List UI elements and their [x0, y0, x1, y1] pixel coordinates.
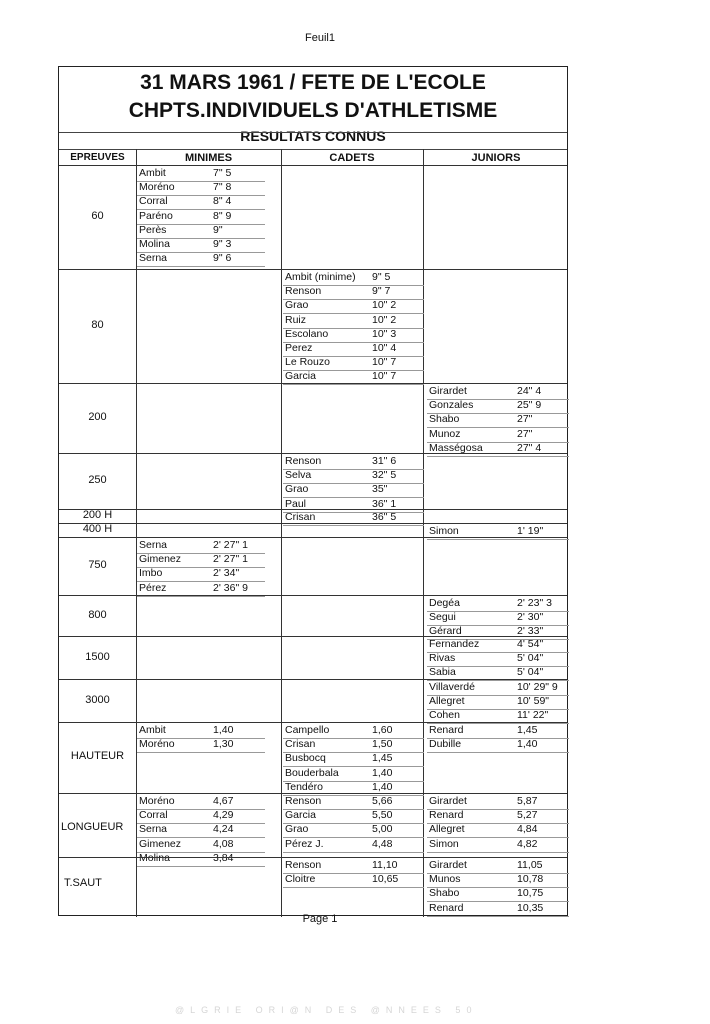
cadets-result-entry: [285, 752, 420, 766]
watermark: @LGRIE ORI@N DES @NNEES 50: [175, 1005, 478, 1015]
event-label: 250: [88, 474, 107, 486]
juniors-result-entry: [429, 428, 565, 442]
athlete-name: Cloitre: [285, 873, 316, 886]
athlete-name: Perez: [285, 342, 313, 354]
cadets-result-entry: [285, 738, 420, 752]
athlete-name: Tendéro: [285, 780, 323, 793]
juniors-result-entry: [429, 695, 565, 709]
header-events: EPREUVES: [70, 152, 125, 163]
result-value: 4,67: [213, 795, 234, 807]
juniors-result-entry: [429, 724, 565, 738]
athlete-name: Campello: [285, 724, 330, 736]
event-label: 200 H: [82, 509, 113, 521]
result-value: 5,27: [517, 809, 538, 822]
athlete-name: Grao: [285, 299, 309, 312]
athlete-name: Molina: [139, 851, 170, 864]
event-label: LONGUEUR: [61, 821, 124, 833]
athlete-name: Perès: [139, 223, 167, 236]
result-value: 8" 9: [213, 209, 232, 222]
athlete-name: Munoz: [429, 427, 461, 440]
minimes-result-entry: [139, 795, 261, 809]
minimes-result-entry: [139, 238, 261, 252]
result-value: 5' 04": [517, 652, 544, 665]
athlete-name: Renson: [285, 859, 322, 871]
athlete-name: Serna: [139, 252, 168, 265]
event-row-divider: [59, 793, 567, 794]
event-row-divider: [59, 679, 567, 680]
result-value: 10,75: [517, 887, 544, 900]
divider: [59, 132, 567, 133]
cadets-result-entry: [285, 809, 420, 823]
event-label: 400 H: [82, 523, 113, 535]
event-row-divider: [59, 857, 567, 858]
result-value: 1,50: [372, 738, 393, 751]
athlete-name: Simon: [429, 837, 459, 850]
event-row-divider: [59, 453, 567, 454]
minimes-result-entry: [139, 181, 261, 195]
result-value: 27": [517, 413, 533, 426]
result-value: 5' 04": [517, 666, 544, 679]
minimes-result-entry: [139, 809, 261, 823]
juniors-result-entry: [429, 809, 565, 823]
result-value: 10' 59": [517, 695, 550, 708]
athlete-name: Gérard: [429, 625, 462, 638]
athlete-name: Villaverdé: [429, 681, 475, 693]
event-label: 60: [91, 210, 104, 222]
cadets-result-entry: [285, 483, 420, 497]
athlete-name: Grao: [285, 483, 309, 496]
result-value: 1,40: [372, 780, 393, 793]
result-value: 1,40: [517, 738, 538, 751]
minimes-result-entry: [139, 167, 261, 181]
cadets-result-entry: [285, 455, 420, 469]
column-divider: [136, 149, 137, 917]
result-value: 10" 2: [372, 313, 397, 326]
athlete-name: Ambit: [139, 167, 166, 179]
juniors-result-entry: [429, 838, 565, 852]
athlete-name: Munos: [429, 873, 461, 886]
athlete-name: Gonzales: [429, 399, 474, 412]
athlete-name: Degéa: [429, 597, 460, 609]
minimes-result-entry: [139, 252, 261, 266]
result-value: 4,84: [517, 823, 538, 836]
athlete-name: Renson: [285, 795, 322, 807]
event-label: 750: [88, 559, 107, 571]
result-value: 1,45: [517, 724, 538, 736]
cadets-result-entry: [285, 314, 420, 328]
athlete-name: Bouderbala: [285, 766, 339, 779]
juniors-result-entry: [429, 611, 565, 625]
result-value: 5,50: [372, 809, 393, 822]
event-row-divider: [59, 383, 567, 384]
athlete-name: Fernandez: [429, 638, 480, 650]
athlete-name: Girardet: [429, 385, 467, 397]
cadets-result-entry: [285, 859, 420, 873]
athlete-name: Girardet: [429, 795, 467, 807]
juniors-result-entry: [429, 887, 565, 901]
athlete-name: Cohen: [429, 709, 460, 722]
athlete-name: Moréno: [139, 181, 175, 194]
cadets-result-entry: [285, 767, 420, 781]
athlete-name: Girardet: [429, 859, 467, 871]
athlete-name: Masségosa: [429, 441, 483, 454]
cadets-result-entry: [285, 299, 420, 313]
juniors-result-entry: [429, 652, 565, 666]
sheet-name: Feuil1: [305, 32, 335, 44]
result-value: 10,78: [517, 873, 544, 886]
cadets-result-entry: [285, 795, 420, 809]
result-value: 27": [517, 427, 533, 440]
subtitle: RESULTATS CONNUS: [240, 128, 386, 144]
result-value: 5,00: [372, 823, 393, 836]
athlete-name: Pérez J.: [285, 837, 324, 850]
juniors-result-entry: [429, 597, 565, 611]
juniors-result-entry: [429, 823, 565, 837]
cadets-result-entry: [285, 469, 420, 483]
minimes-result-entry: [139, 553, 261, 567]
cadets-result-entry: [285, 356, 420, 370]
result-value: 2' 23" 3: [517, 597, 552, 609]
result-value: 1,40: [372, 766, 393, 779]
cadets-result-entry: [285, 873, 420, 887]
athlete-name: Renard: [429, 724, 464, 736]
minimes-result-entry: [139, 210, 261, 224]
minimes-result-entry: [139, 823, 261, 837]
result-value: 4,29: [213, 809, 234, 822]
juniors-result-entry: [429, 385, 565, 399]
athlete-name: Moréno: [139, 738, 175, 751]
event-row-divider: [59, 636, 567, 637]
result-value: 10" 2: [372, 299, 397, 312]
result-value: 2' 36" 9: [213, 581, 248, 594]
athlete-name: Renson: [285, 455, 322, 467]
result-value: 10,65: [372, 873, 399, 886]
result-value: 2' 34": [213, 567, 240, 580]
event-row-divider: [59, 537, 567, 538]
result-value: 2' 33": [517, 625, 544, 638]
athlete-name: Shabo: [429, 413, 460, 426]
minimes-result-entry: [139, 724, 261, 738]
column-divider: [281, 149, 282, 917]
cadets-result-entry: [285, 724, 420, 738]
result-value: 4' 54": [517, 638, 544, 650]
result-value: 9": [213, 223, 223, 236]
result-value: 31" 6: [372, 455, 397, 467]
athlete-name: Renard: [429, 809, 464, 822]
athlete-name: Corral: [139, 809, 168, 822]
athlete-name: Allegret: [429, 695, 465, 708]
athlete-name: Garcia: [285, 809, 316, 822]
result-value: 2' 30": [517, 611, 544, 624]
result-value: 4,82: [517, 837, 538, 850]
athlete-name: Le Rouzo: [285, 356, 330, 369]
event-label: 1500: [85, 650, 110, 663]
result-value: 4,48: [372, 837, 393, 850]
page-footer: Page 1: [302, 913, 338, 925]
result-value: 4,24: [213, 823, 234, 836]
minimes-result-entry: [139, 738, 261, 752]
result-value: 10,35: [517, 901, 544, 914]
cadets-result-entry: [285, 342, 420, 356]
minimes-result-entry: [139, 224, 261, 238]
event-row-divider: [59, 269, 567, 270]
athlete-name: Busbocq: [285, 752, 326, 765]
athlete-name: Crisan: [285, 511, 316, 523]
athlete-name: Moréno: [139, 795, 175, 807]
event-label: 800: [88, 608, 107, 621]
athlete-name: Grao: [285, 823, 309, 836]
result-value: 7" 8: [213, 181, 232, 194]
event-row-divider: [59, 722, 567, 723]
juniors-result-entry: [429, 795, 565, 809]
result-value: 32" 5: [372, 469, 397, 482]
result-value: 10' 29" 9: [517, 681, 558, 693]
athlete-name: Ambit: [139, 724, 166, 736]
column-divider: [423, 149, 424, 917]
title-line-2: CHPTS.INDIVIDUELS D'ATHLETISME: [128, 99, 498, 122]
result-value: 9" 7: [372, 285, 391, 298]
athlete-name: Paréno: [139, 209, 173, 222]
result-value: 10" 7: [372, 370, 397, 383]
result-value: 2' 27" 1: [213, 539, 248, 551]
minimes-result-entry: [139, 195, 261, 209]
minimes-result-entry: [139, 582, 261, 596]
result-value: 10" 4: [372, 342, 397, 354]
result-value: 24" 4: [517, 385, 542, 397]
event-label: 80: [91, 319, 104, 331]
result-value: 3,84: [213, 851, 234, 864]
results-sheet: [58, 66, 568, 916]
athlete-name: Garcia: [285, 370, 316, 383]
athlete-name: Selva: [285, 469, 312, 482]
juniors-result-entry: [429, 873, 565, 887]
athlete-name: Simon: [429, 525, 459, 537]
title-line-1: 31 MARS 1961 / FETE DE L'ECOLE: [140, 71, 486, 94]
event-label: HAUTEUR: [70, 750, 125, 762]
header-minimes: MINIMES: [184, 152, 233, 164]
result-value: 5,87: [517, 795, 538, 807]
athlete-name: Segui: [429, 611, 456, 624]
athlete-name: Crisan: [285, 738, 316, 751]
header-cadets: CADETS: [329, 152, 375, 164]
result-value: 1,40: [213, 724, 234, 736]
cadets-result-entry: [285, 285, 420, 299]
athlete-name: Gimenez: [139, 553, 182, 566]
result-value: 35": [372, 483, 388, 496]
result-value: 5,66: [372, 795, 393, 807]
result-value: 36" 5: [372, 511, 397, 523]
result-value: 1,30: [213, 738, 234, 751]
result-value: 4,08: [213, 837, 234, 850]
result-value: 11' 22": [517, 709, 549, 722]
cadets-result-entry: [285, 328, 420, 342]
result-value: 9" 6: [213, 252, 232, 265]
juniors-result-entry: [429, 681, 565, 695]
cadets-result-entry: [285, 823, 420, 837]
athlete-name: Imbo: [139, 567, 163, 580]
athlete-name: Gimenez: [139, 837, 182, 850]
result-value: 11,10: [372, 859, 398, 871]
athlete-name: Paul: [285, 497, 307, 510]
event-label: T.SAUT: [64, 877, 102, 889]
minimes-result-entry: [139, 838, 261, 852]
result-value: 2' 27" 1: [213, 553, 248, 566]
result-value: 9" 3: [213, 238, 232, 250]
juniors-result-entry: [429, 638, 565, 652]
athlete-name: Corral: [139, 195, 168, 208]
athlete-name: Molina: [139, 238, 170, 250]
result-value: 10" 7: [372, 356, 397, 369]
athlete-name: Pérez: [139, 581, 167, 594]
minimes-result-entry: [139, 852, 261, 866]
result-value: 27" 4: [517, 441, 542, 454]
juniors-result-entry: [429, 399, 565, 413]
athlete-name: Ambit (minime): [285, 271, 356, 283]
athlete-name: Sabia: [429, 666, 456, 679]
header-juniors: JUNIORS: [471, 152, 521, 164]
minimes-result-entry: [139, 567, 261, 581]
athlete-name: Escolano: [285, 327, 329, 340]
result-value: 11,05: [517, 859, 543, 871]
cadets-result-entry: [285, 271, 420, 285]
cadets-result-entry: [285, 838, 420, 852]
athlete-name: Allegret: [429, 823, 465, 836]
result-value: 25" 9: [517, 399, 542, 412]
result-value: 9" 5: [372, 271, 391, 283]
athlete-name: Dubille: [429, 738, 462, 751]
athlete-name: Shabo: [429, 887, 460, 900]
athlete-name: Serna: [139, 823, 168, 836]
juniors-result-entry: [429, 413, 565, 427]
juniors-result-entry: [429, 859, 565, 873]
event-label: 3000: [85, 693, 110, 706]
result-value: 7" 5: [213, 167, 232, 179]
athlete-name: Ruiz: [285, 313, 307, 326]
result-value: 36" 1: [372, 497, 397, 510]
juniors-result-entry: [429, 738, 565, 752]
result-value: 8" 4: [213, 195, 232, 208]
result-value: 10" 3: [372, 327, 397, 340]
result-value: 1' 19": [517, 525, 544, 537]
result-value: 1,45: [372, 752, 393, 765]
athlete-name: Renson: [285, 285, 322, 298]
athlete-name: Renard: [429, 901, 464, 914]
athlete-name: Rivas: [429, 652, 456, 665]
minimes-result-entry: [139, 539, 261, 553]
event-row-divider: [59, 595, 567, 596]
athlete-name: Serna: [139, 539, 168, 551]
result-value: 1,60: [372, 724, 393, 736]
event-label: 200: [88, 411, 107, 423]
